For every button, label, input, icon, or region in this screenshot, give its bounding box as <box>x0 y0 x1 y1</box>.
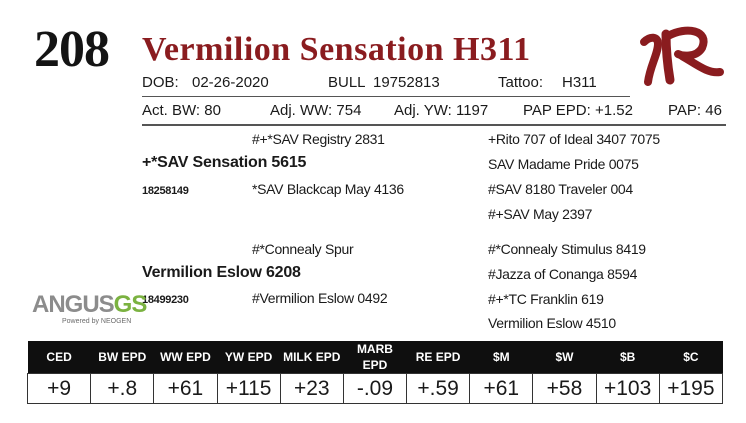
actual-birth-weight: Act. BW: 80 <box>142 102 221 119</box>
sire-dam-dam: #+SAV May 2397 <box>488 206 593 222</box>
dob-value: 02-26-2020 <box>192 74 269 91</box>
epd-value: +23 <box>280 374 343 404</box>
adjusted-weaning-weight: Adj. WW: 754 <box>270 102 362 119</box>
sire-sire-dam: SAV Madame Pride 0075 <box>488 156 639 172</box>
gs-word: GS <box>113 291 147 318</box>
epd-header: RE EPD <box>407 341 470 374</box>
angus-gs-logo <box>32 292 146 326</box>
sire: +*SAV Sensation 5615 <box>142 154 307 171</box>
epd-header: $M <box>470 341 533 374</box>
epd-value: +.59 <box>407 374 470 404</box>
weights-row <box>142 100 732 124</box>
epd-header-row <box>28 341 723 374</box>
epd-value: +103 <box>596 374 659 404</box>
birth-info-row <box>142 72 628 96</box>
sire-registration: 18258149 <box>142 185 189 197</box>
epd-value: +.8 <box>91 374 154 404</box>
dam-dam-sire: #+*TC Franklin 619 <box>488 291 604 307</box>
sire-dam: *SAV Blackcap May 4136 <box>252 181 404 197</box>
vr-brand-logo <box>640 24 726 88</box>
dam-dam-dam: Vermilion Eslow 4510 <box>488 315 616 331</box>
epd-value: +9 <box>28 374 91 404</box>
epd-value: +61 <box>470 374 533 404</box>
epd-header: BW EPD <box>91 341 154 374</box>
epd-header: YW EPD <box>217 341 280 374</box>
tattoo-value: H311 <box>562 74 597 91</box>
animal-name: Vermilion Sensation H311 <box>142 31 531 68</box>
divider <box>142 124 726 126</box>
dam-sire-sire: #*Connealy Stimulus 8419 <box>488 241 646 257</box>
epd-value: -.09 <box>343 374 406 404</box>
angus-word: ANGUS <box>32 291 114 318</box>
epd-header: CED <box>28 341 91 374</box>
sire-sire-sire: +Rito 707 of Ideal 3407 7075 <box>488 131 660 147</box>
lot-number: 208 <box>34 21 109 78</box>
neogen-tagline: Powered by NEOGEN <box>62 318 132 325</box>
epd-header: $B <box>596 341 659 374</box>
sire-dam-sire: #SAV 8180 Traveler 004 <box>488 181 633 197</box>
epd-header: WW EPD <box>154 341 217 374</box>
epd-header: $C <box>659 341 722 374</box>
dam-dam: #Vermilion Eslow 0492 <box>252 290 388 306</box>
epd-header: $W <box>533 341 596 374</box>
dam: Vermilion Eslow 6208 <box>142 264 301 281</box>
sex-label: BULL <box>328 74 366 91</box>
dob-label: DOB: <box>142 74 179 91</box>
epd-value: +195 <box>659 374 722 404</box>
epd-value: +115 <box>217 374 280 404</box>
sire-sire: #+*SAV Registry 2831 <box>252 131 385 147</box>
epd-value: +58 <box>533 374 596 404</box>
dam-sire: #*Connealy Spur <box>252 241 354 257</box>
pap-value: PAP: 46 <box>668 102 722 119</box>
epd-header: MARB EPD <box>343 341 406 374</box>
dam-sire-dam: #Jazza of Conanga 8594 <box>488 266 638 282</box>
epd-value: +61 <box>154 374 217 404</box>
pap-epd: PAP EPD: +1.52 <box>523 102 633 119</box>
epd-table <box>27 341 723 404</box>
adjusted-yearling-weight: Adj. YW: 1197 <box>394 102 489 119</box>
dam-registration: 18499230 <box>142 294 189 306</box>
registration-number: 19752813 <box>373 74 440 91</box>
epd-value-row <box>28 374 723 404</box>
divider <box>142 96 630 97</box>
tattoo-label: Tattoo: <box>498 74 544 91</box>
epd-header: MILK EPD <box>280 341 343 374</box>
